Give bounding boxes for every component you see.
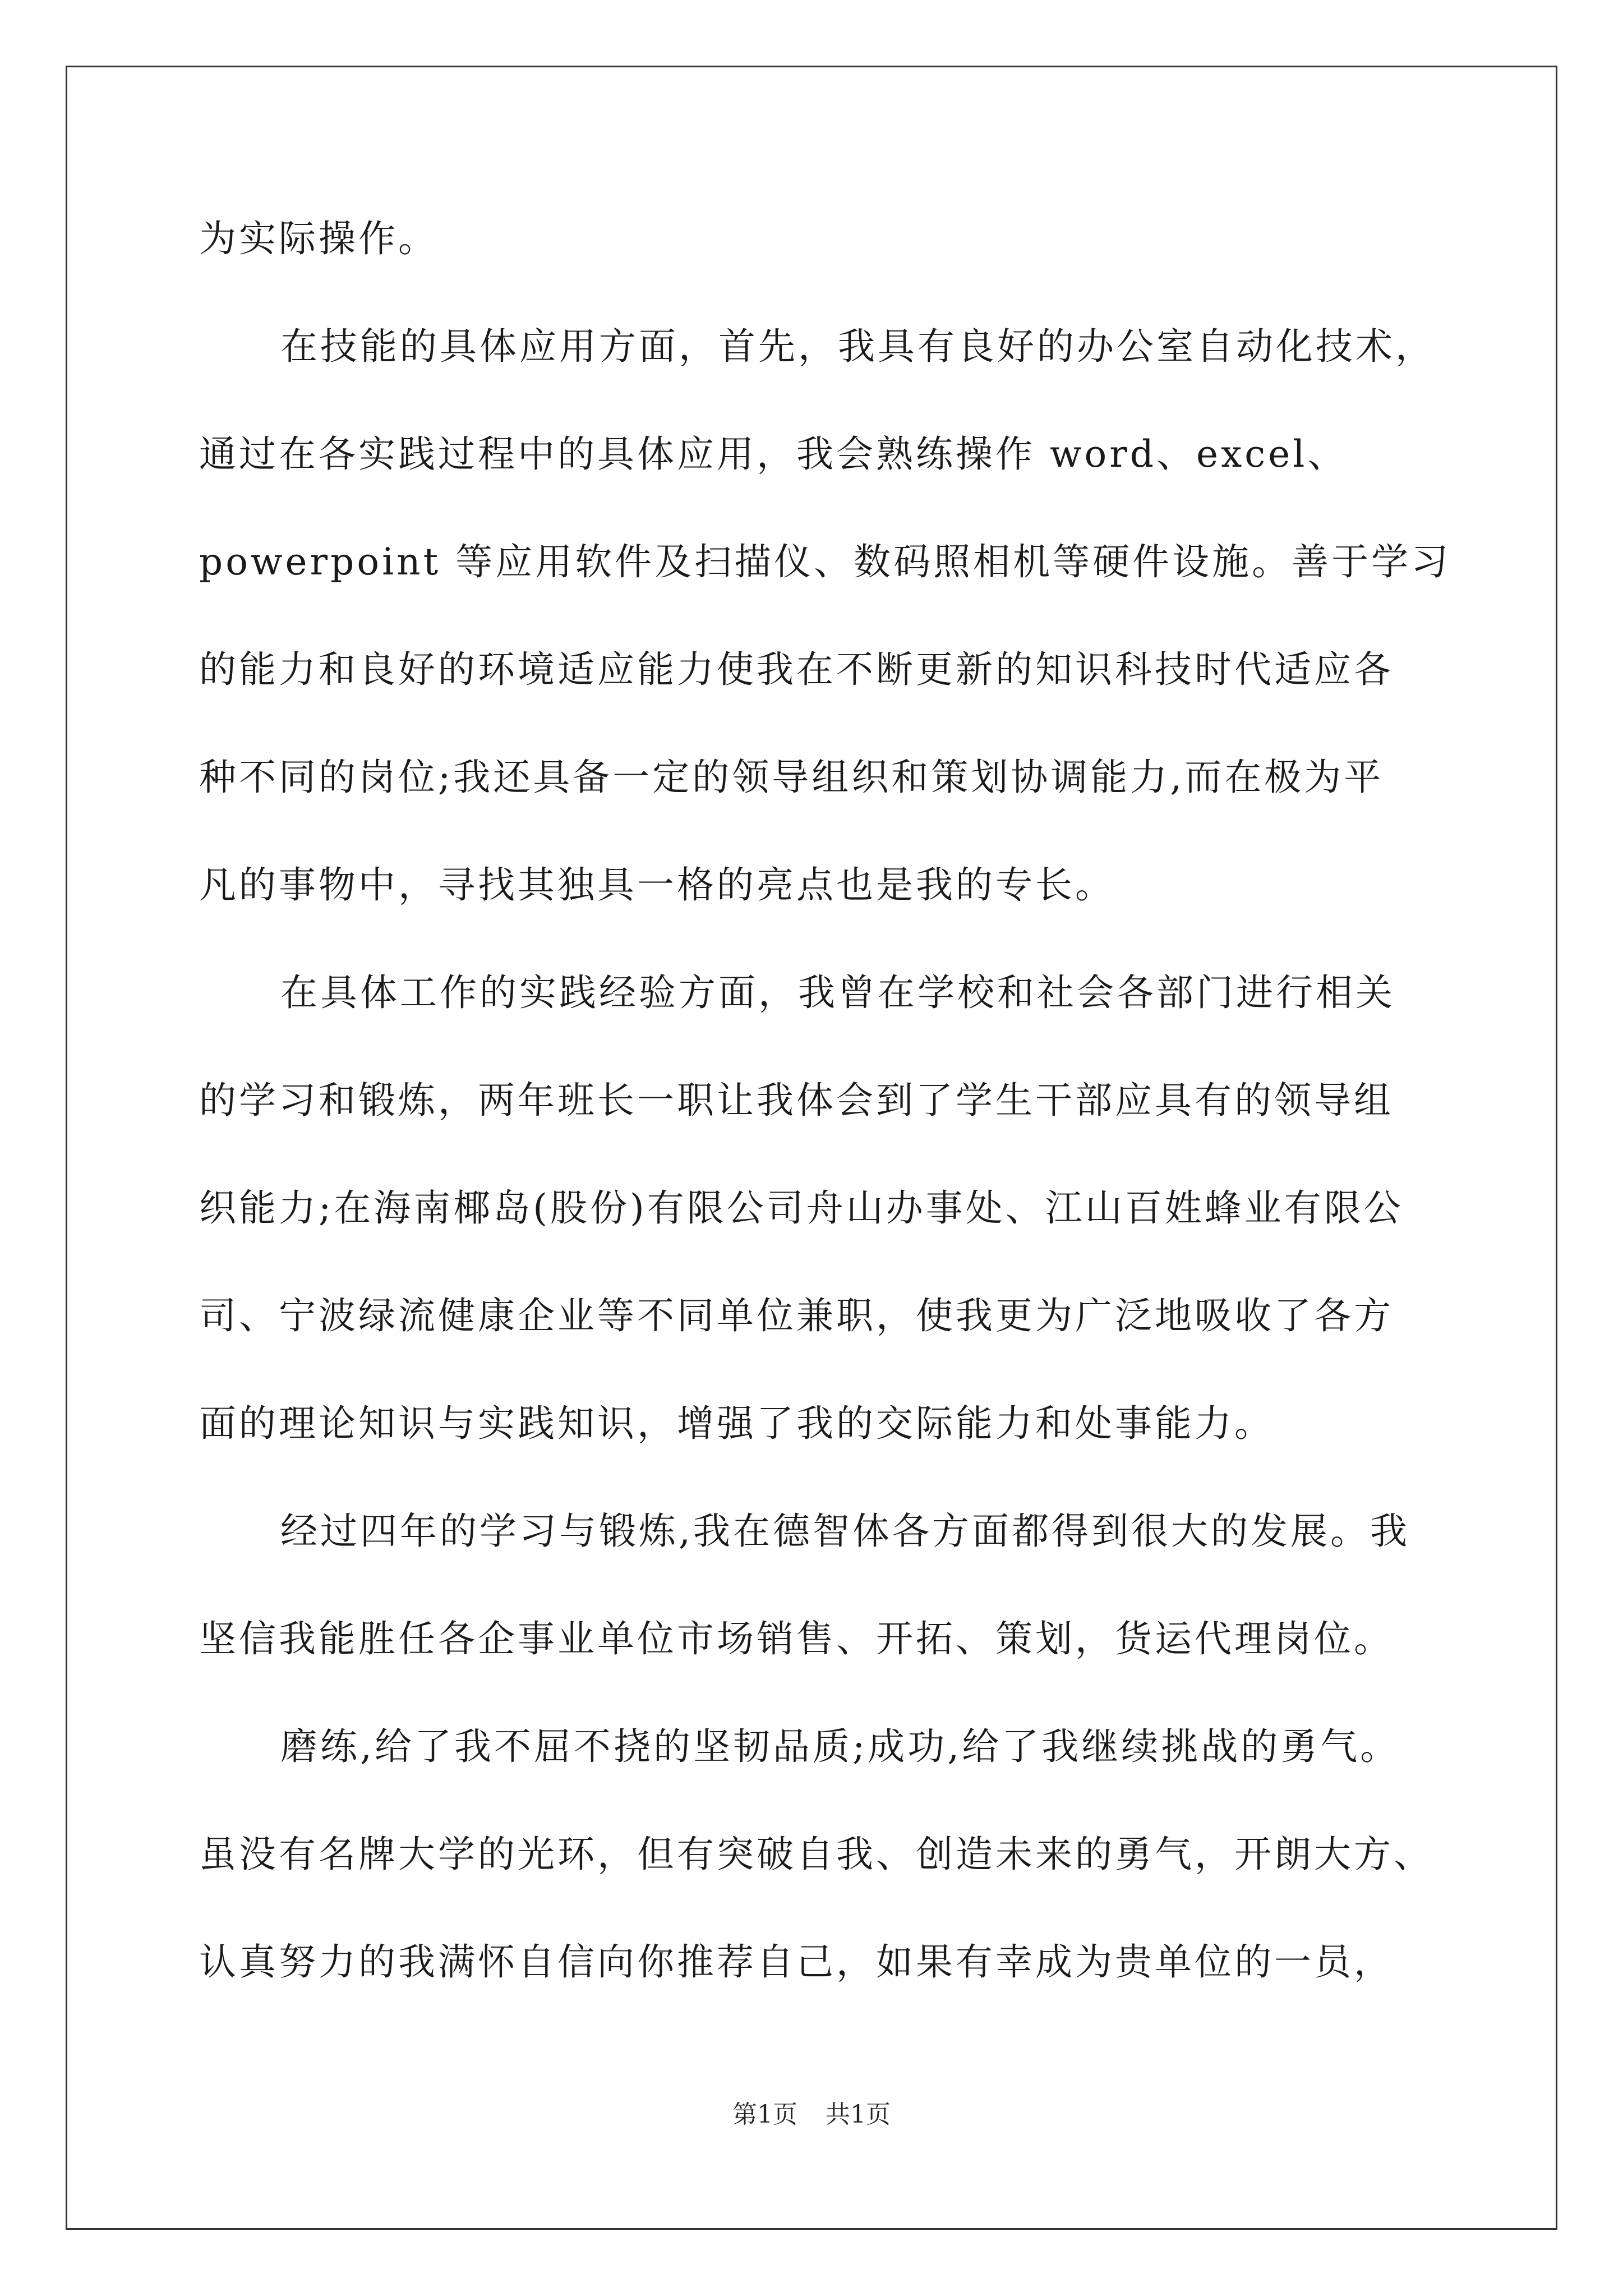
text-line: 经过四年的学习与锻炼,我在德智体各方面都得到很大的发展。我 [280, 1510, 1410, 1553]
text-line: 为实际操作。 [199, 217, 438, 260]
text-line: 种不同的岗位;我还具备一定的领导组织和策划协调能力,而在极为平 [199, 756, 1384, 799]
document-body [199, 213, 1455, 2044]
text-line: 虽没有名牌大学的光环，但有突破自我、创造未来的勇气，开朗大方、 [199, 1833, 1433, 1876]
text-line: 在技能的具体应用方面，首先，我具有良好的办公室自动化技术， [280, 325, 1435, 368]
text-line: 的学习和锻炼，两年班长一职让我体会到了学生干部应具有的领导组 [199, 1079, 1394, 1122]
text-line: 坚信我能胜任各企事业单位市场销售、开拓、策划，货运代理岗位。 [199, 1617, 1394, 1660]
text-line: 凡的事物中，寻找其独具一格的亮点也是我的专长。 [199, 863, 1115, 907]
page-number-current: 第1页 [732, 2100, 797, 2129]
page-number-total: 共1页 [826, 2100, 891, 2129]
text-line: 在具体工作的实践经验方面，我曾在学校和社会各部门进行相关 [280, 971, 1395, 1014]
page-footer [0, 2098, 1623, 2132]
text-line: 磨练,给了我不屈不挠的坚韧品质;成功,给了我继续挑战的勇气。 [280, 1725, 1400, 1768]
text-line: 的能力和良好的环境适应能力使我在不断更新的知识科技时代适应各 [199, 648, 1394, 691]
text-line: 认真努力的我满怀自信向你推荐自己，如果有幸成为贵单位的一员， [199, 1940, 1394, 1984]
text-line: 通过在各实践过程中的具体应用，我会熟练操作 word、excel、 [199, 432, 1348, 476]
text-line: 司、宁波绿流健康企业等不同单位兼职，使我更为广泛地吸收了各方 [199, 1294, 1394, 1337]
text-line: 织能力;在海南椰岛(股份)有限公司舟山办事处、江山百姓蜂业有限公 [199, 1186, 1404, 1230]
text-line: powerpoint 等应用软件及扫描仪、数码照相机等硬件设施。善于学习 [199, 540, 1451, 583]
text-line: 面的理论知识与实践知识，增强了我的交际能力和处事能力。 [199, 1402, 1274, 1445]
